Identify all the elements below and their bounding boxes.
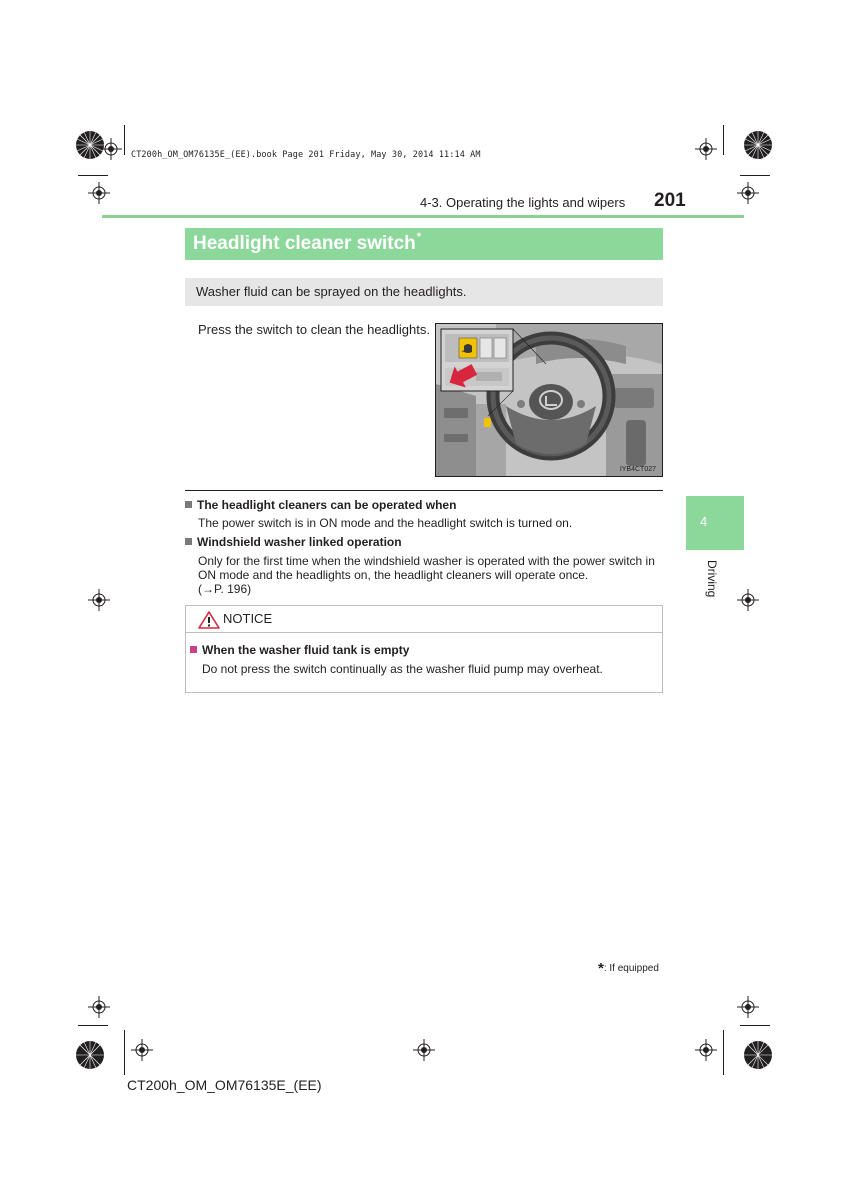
square-bullet-icon [190, 646, 197, 653]
item-body [198, 554, 668, 596]
warning-triangle-icon [198, 611, 220, 629]
item-body-line: ON mode and the headlights on, the headlight cleaners will operate once. [198, 568, 589, 582]
registration-mark-icon [88, 589, 110, 611]
chapter-label: Driving [705, 560, 719, 598]
title-band [185, 228, 663, 260]
chapter-number: 4 [700, 514, 708, 529]
intro-bar [185, 278, 663, 306]
registration-mark-icon [88, 182, 110, 204]
instruction-text: Press the switch to clean the headlights. [198, 322, 430, 337]
illustration-code: IYB4CT027 [619, 466, 656, 473]
crop-line [723, 125, 724, 155]
item-body-line: Only for the first time when the windshield washer is operated with the power switch in [198, 554, 655, 568]
registration-mark-icon [413, 1039, 435, 1061]
notice-body: Do not press the switch continually as the washer fluid pump may overheat. [202, 662, 603, 676]
crop-line [78, 175, 108, 176]
registration-mark-icon [737, 996, 759, 1018]
item-heading-text: The headlight cleaners can be operated when [197, 498, 457, 512]
footer-code: CT200h_OM_OM76135E_(EE) [127, 1077, 322, 1093]
registration-mark-icon [131, 1039, 153, 1061]
square-bullet-icon [185, 501, 192, 508]
crop-line [740, 175, 770, 176]
separator-rule [185, 490, 663, 491]
header-rule [102, 215, 744, 218]
footnote [598, 960, 659, 977]
dashboard-illustration [435, 323, 663, 477]
registration-mark-icon [88, 996, 110, 1018]
item-heading [185, 498, 456, 512]
page-title-text: Headlight cleaner switch [193, 233, 416, 254]
registration-mark-icon [737, 182, 759, 204]
page-number: 201 [654, 190, 686, 211]
notice-divider [186, 632, 662, 633]
registration-mark-icon [695, 138, 717, 160]
footnote-text: : If equipped [603, 963, 659, 974]
chapter-tab[interactable] [686, 496, 744, 550]
color-rosette-icon [75, 1040, 105, 1070]
notice-heading [190, 643, 409, 657]
print-file-info: CT200h_OM_OM76135E_(EE).book Page 201 Friday, May 30, 2014 11:14 AM [131, 150, 481, 160]
registration-mark-icon [737, 589, 759, 611]
title-asterisk: * [416, 231, 422, 243]
registration-mark-icon [100, 138, 122, 160]
notice-heading-text: When the washer fluid tank is empty [202, 643, 410, 657]
notice-title: NOTICE [223, 611, 273, 626]
notice-box [185, 605, 663, 693]
crop-line [740, 1025, 770, 1026]
crop-line [124, 125, 125, 155]
intro-text: Washer fluid can be sprayed on the headlights. [196, 284, 467, 299]
color-rosette-icon [743, 1040, 773, 1070]
footnote-asterisk: * [598, 960, 604, 977]
crop-line [723, 1030, 724, 1075]
crop-line [124, 1030, 125, 1075]
item-body: The power switch is in ON mode and the headlight switch is turned on. [198, 516, 573, 530]
item-heading [185, 535, 402, 549]
color-rosette-icon [743, 130, 773, 160]
dashboard-drawing [436, 324, 662, 476]
square-bullet-icon [185, 538, 192, 545]
item-heading-text: Windshield washer linked operation [197, 535, 402, 549]
registration-mark-icon [695, 1039, 717, 1061]
section-title: 4-3. Operating the lights and wipers [420, 195, 626, 210]
page-title [193, 233, 421, 255]
crop-line [78, 1025, 108, 1026]
page-reference-link[interactable]: (→P. 196) [198, 582, 252, 596]
